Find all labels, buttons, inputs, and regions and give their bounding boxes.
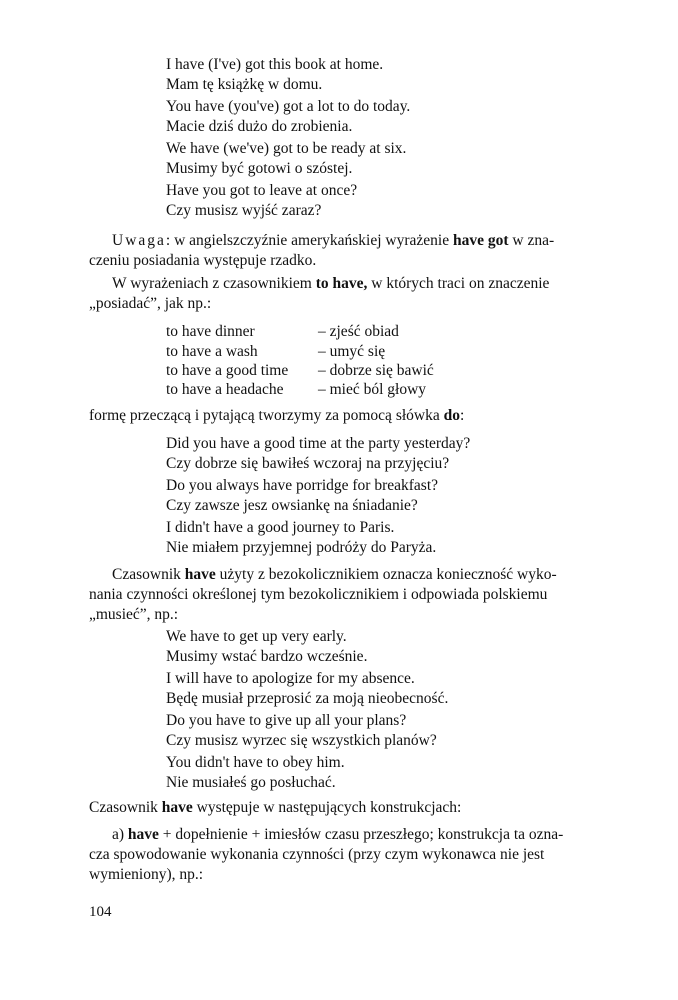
example-line: Nie musiałeś go posłuchać. — [166, 774, 336, 791]
example-line: Macie dziś dużo do zrobienia. — [166, 118, 353, 135]
paragraph-line: „posiadać”, jak np.: — [89, 295, 212, 312]
example-line: Musimy być gotowi o szóstej. — [166, 160, 353, 177]
note-paragraph-line — [112, 231, 632, 251]
example-line: Do you have to give up all your plans? — [166, 712, 407, 729]
phrase-polish: – umyć się — [318, 343, 386, 360]
example-line: Do you always have porridge for breakfast? — [166, 477, 439, 494]
paragraph-line — [112, 565, 632, 585]
example-line: We have (we've) got to be ready at six. — [166, 140, 407, 157]
example-line: You have (you've) got a lot to do today. — [166, 98, 411, 115]
note-text: w zna- — [508, 232, 555, 249]
paragraph-text: użyty z bezokolicznikiem oznacza konieczność wyko- — [215, 566, 557, 583]
bold-term: to have, — [315, 275, 368, 292]
paragraph-line: nania czynności określonej tym bezokolicznikiem i odpowiada polskiemu — [89, 586, 548, 603]
page-number: 104 — [89, 904, 112, 920]
example-line: Czy musisz wyrzec się wszystkich planów? — [166, 732, 437, 749]
paragraph-line — [112, 274, 632, 294]
paragraph-line: cza spowodowanie wykonania czynności (przy czym wykonawca nie jest — [89, 846, 545, 863]
example-line: Czy zawsze jesz owsiankę na śniadanie? — [166, 497, 418, 514]
paragraph-line — [89, 406, 632, 426]
paragraph-line — [89, 798, 632, 818]
phrase-english: to have a headache — [166, 381, 284, 398]
example-line: Nie miałem przyjemnej podróży do Paryża. — [166, 539, 437, 556]
example-line: Czy musisz wyjść zaraz? — [166, 202, 322, 219]
example-line: Have you got to leave at once? — [166, 182, 358, 199]
example-line: Będę musiał przeprosić za moją nieobecność. — [166, 690, 449, 707]
phrase-english: to have a good time — [166, 362, 289, 379]
paragraph-text: w których traci on znaczenie — [367, 275, 550, 292]
paragraph-line: „musieć”, np.: — [89, 606, 179, 623]
phrase-english: to have a wash — [166, 343, 258, 360]
example-line: We have to get up very early. — [166, 628, 347, 645]
paragraph-line — [112, 825, 632, 845]
paragraph-text: : — [459, 407, 465, 424]
phrase-polish: – mieć ból głowy — [318, 381, 427, 398]
bold-term: have — [127, 826, 159, 843]
paragraph-line: wymieniony), np.: — [89, 866, 204, 883]
example-line: Czy dobrze się bawiłeś wczoraj na przyjęciu? — [166, 455, 450, 472]
example-line: You didn't have to obey him. — [166, 754, 345, 771]
paragraph-text: + dopełnienie + imiesłów czasu przeszłego; konstrukcja ta ozna- — [158, 826, 564, 843]
example-line: I have (I've) got this book at home. — [166, 56, 384, 73]
phrase-english: to have dinner — [166, 323, 255, 340]
paragraph-text: występuje w następujących konstrukcjach: — [192, 799, 462, 816]
bold-term: have — [161, 799, 193, 816]
paragraph-text: W wyrażeniach z czasownikiem — [112, 275, 316, 292]
phrase-polish: – zjeść obiad — [318, 323, 399, 340]
example-line: I didn't have a good journey to Paris. — [166, 519, 395, 536]
note-paragraph-line: czeniu posiadania występuje rzadko. — [89, 252, 317, 269]
paragraph-text: Czasownik — [89, 799, 162, 816]
bold-term: have — [184, 566, 216, 583]
paragraph-text: formę przeczącą i pytającą tworzymy za pomocą słówka — [89, 407, 444, 424]
phrase-polish: – dobrze się bawić — [318, 362, 434, 379]
example-line: Mam tę książkę w domu. — [166, 76, 323, 93]
note-text: : w angielszczyźnie amerykańskiej wyrażenie — [165, 232, 453, 249]
note-bold-term: have got — [452, 232, 509, 249]
example-line: I will have to apologize for my absence. — [166, 670, 415, 687]
note-label: Uwaga — [112, 232, 166, 249]
example-line: Musimy wstać bardzo wcześnie. — [166, 648, 368, 665]
bold-term: do — [443, 407, 460, 424]
paragraph-text: Czasownik — [112, 566, 185, 583]
paragraph-text: a) — [112, 826, 128, 843]
example-line: Did you have a good time at the party yesterday? — [166, 435, 471, 452]
